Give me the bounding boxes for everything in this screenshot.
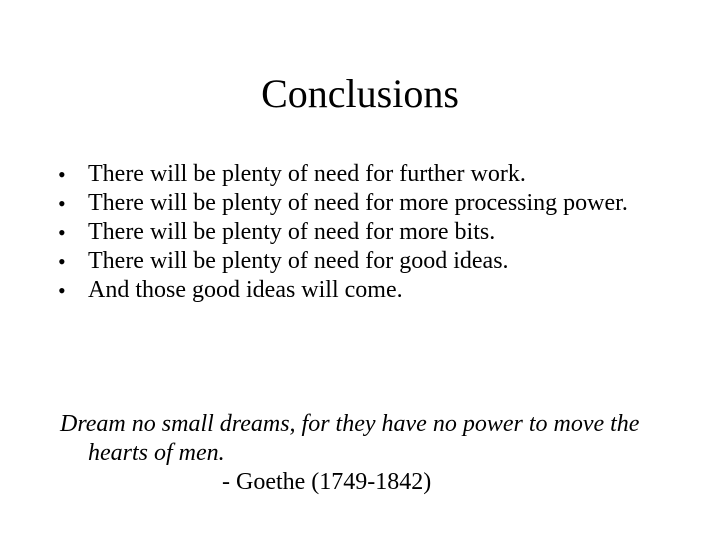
bullet-text: There will be plenty of need for further work.	[88, 161, 526, 187]
bullet-marker: •	[58, 191, 66, 216]
bullet-text: There will be plenty of need for good ideas.	[88, 248, 509, 274]
bullet-item	[58, 218, 678, 247]
bullet-item	[58, 247, 678, 276]
bullet-list	[58, 160, 678, 305]
bullet-item	[58, 189, 678, 218]
bullet-text: There will be plenty of need for more processing power.	[88, 190, 628, 216]
quote-block	[60, 410, 680, 497]
quote-text: Dream no small dreams, for they have no power to move the hearts of men.	[60, 411, 640, 466]
bullet-item	[58, 276, 678, 305]
bullet-marker: •	[58, 249, 66, 274]
quote-attribution: - Goethe (1749-1842)	[222, 469, 432, 495]
bullet-text: And those good ideas will come.	[88, 277, 403, 303]
bullet-item	[58, 160, 678, 189]
bullet-text: There will be plenty of need for more bits.	[88, 219, 496, 245]
bullet-marker: •	[58, 220, 66, 245]
bullet-marker: •	[58, 162, 66, 187]
bullet-marker: •	[58, 278, 66, 303]
slide-title: Conclusions	[261, 71, 459, 116]
